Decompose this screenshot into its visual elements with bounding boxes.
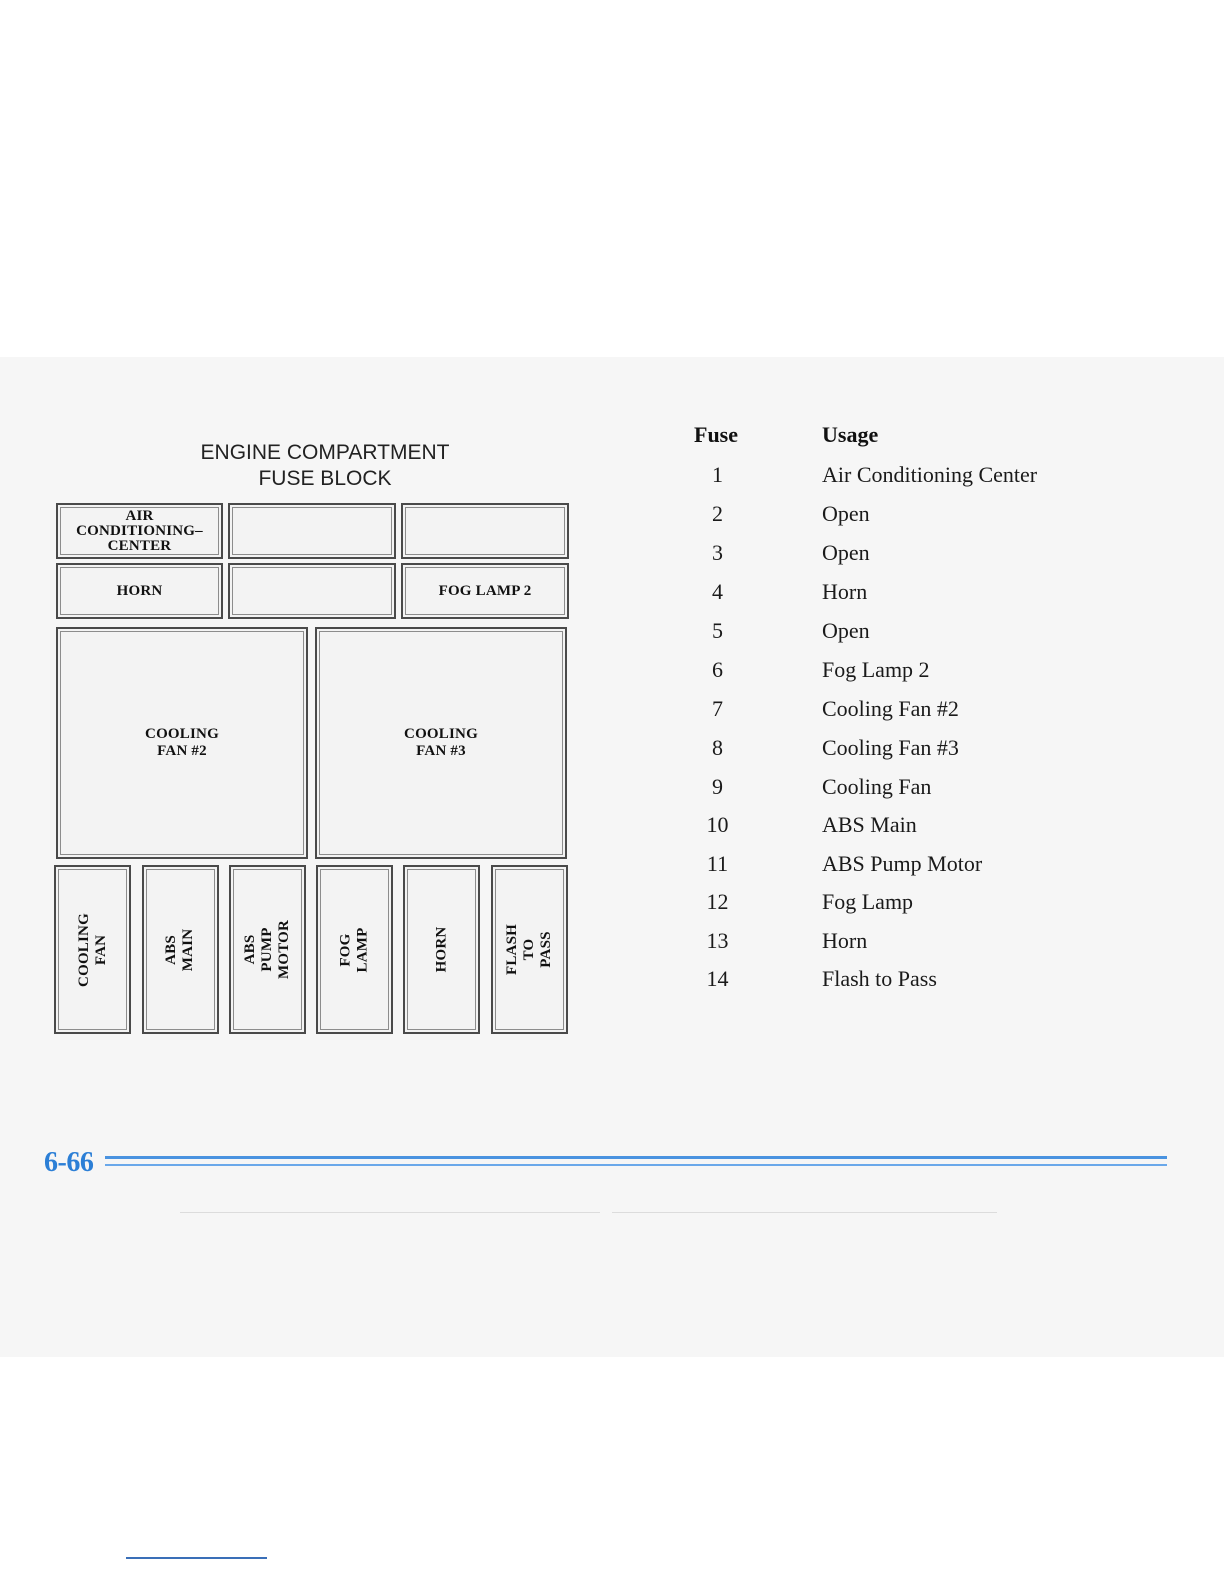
table-row	[0, 733, 1224, 771]
diagram-title-line-1: ENGINE COMPARTMENT	[200, 441, 450, 464]
table-row	[0, 694, 1224, 732]
fuse-slot-label: HORN	[433, 926, 449, 973]
table-row	[0, 538, 1224, 576]
table-row	[0, 577, 1224, 615]
fuse-number: 10	[706, 812, 729, 837]
table-row	[0, 460, 1224, 498]
fuse-number: 14	[706, 966, 729, 991]
table-row	[0, 887, 1224, 925]
fuse-usage: Open	[822, 501, 870, 526]
fuse-slot-label: ABS MAIN	[163, 928, 197, 971]
fuse-usage: Air Conditioning Center	[822, 462, 1038, 487]
fuse-number: 12	[706, 889, 729, 914]
fuse-slot-label: COOLING FAN #2	[145, 726, 219, 759]
fuse-usage: Cooling Fan #3	[822, 735, 959, 760]
table-header-usage: Usage	[822, 422, 879, 447]
table-header-fuse: Fuse	[694, 422, 738, 447]
fuse-number: 8	[712, 735, 723, 760]
fuse-usage: Horn	[822, 579, 868, 604]
table-row	[0, 772, 1224, 810]
fuse-number: 1	[712, 462, 723, 487]
fuse-slot-label: FLASH TO PASS	[504, 924, 554, 976]
fuse-slot-label: FOG LAMP 2	[438, 582, 532, 599]
table-row	[0, 616, 1224, 654]
fuse-slot-label: COOLING FAN #3	[404, 726, 478, 759]
fuse-usage: Horn	[822, 928, 868, 953]
faint-divider	[612, 1212, 997, 1213]
fuse-slot-label: FOG LAMP	[337, 927, 371, 972]
fuse-number: 3	[712, 540, 723, 565]
table-row	[0, 926, 1224, 964]
table-row	[0, 655, 1224, 693]
fuse-usage: Fog Lamp	[822, 889, 914, 914]
footer-rule	[105, 1156, 1167, 1159]
fuse-usage: Cooling Fan #2	[822, 696, 959, 721]
fuse-slot-label: HORN	[116, 582, 163, 599]
fuse-usage: Open	[822, 618, 870, 643]
table-row	[0, 964, 1224, 1002]
page-number: 6-66	[44, 1147, 94, 1178]
fuse-usage: ABS Pump Motor	[822, 851, 983, 876]
fuse-number: 5	[712, 618, 723, 643]
fuse-number: 13	[706, 928, 729, 953]
fuse-number: 11	[706, 851, 729, 876]
fuse-slot-label: AIR CONDITIONING– CENTER	[76, 507, 203, 554]
fuse-usage: Open	[822, 540, 870, 565]
table-row	[0, 849, 1224, 887]
bottom-mark	[126, 1557, 267, 1559]
table-row	[0, 810, 1224, 848]
fuse-slot-label: COOLING FAN	[75, 912, 109, 987]
fuse-usage: ABS Main	[822, 812, 917, 837]
fuse-usage: Cooling Fan	[822, 774, 932, 799]
footer-rule-secondary	[105, 1164, 1167, 1166]
diagram-title-line-2: FUSE BLOCK	[258, 467, 392, 490]
fuse-usage: Fog Lamp 2	[822, 657, 930, 682]
fuse-number: 4	[712, 579, 723, 604]
fuse-number: 7	[712, 696, 723, 721]
fuse-number: 2	[712, 501, 723, 526]
fuse-usage: Flash to Pass	[822, 966, 937, 991]
faint-divider	[180, 1212, 600, 1213]
fuse-number: 6	[712, 657, 723, 682]
table-row	[0, 499, 1224, 537]
fuse-number: 9	[712, 774, 723, 799]
fuse-slot-label: ABS PUMP MOTOR	[242, 919, 292, 980]
